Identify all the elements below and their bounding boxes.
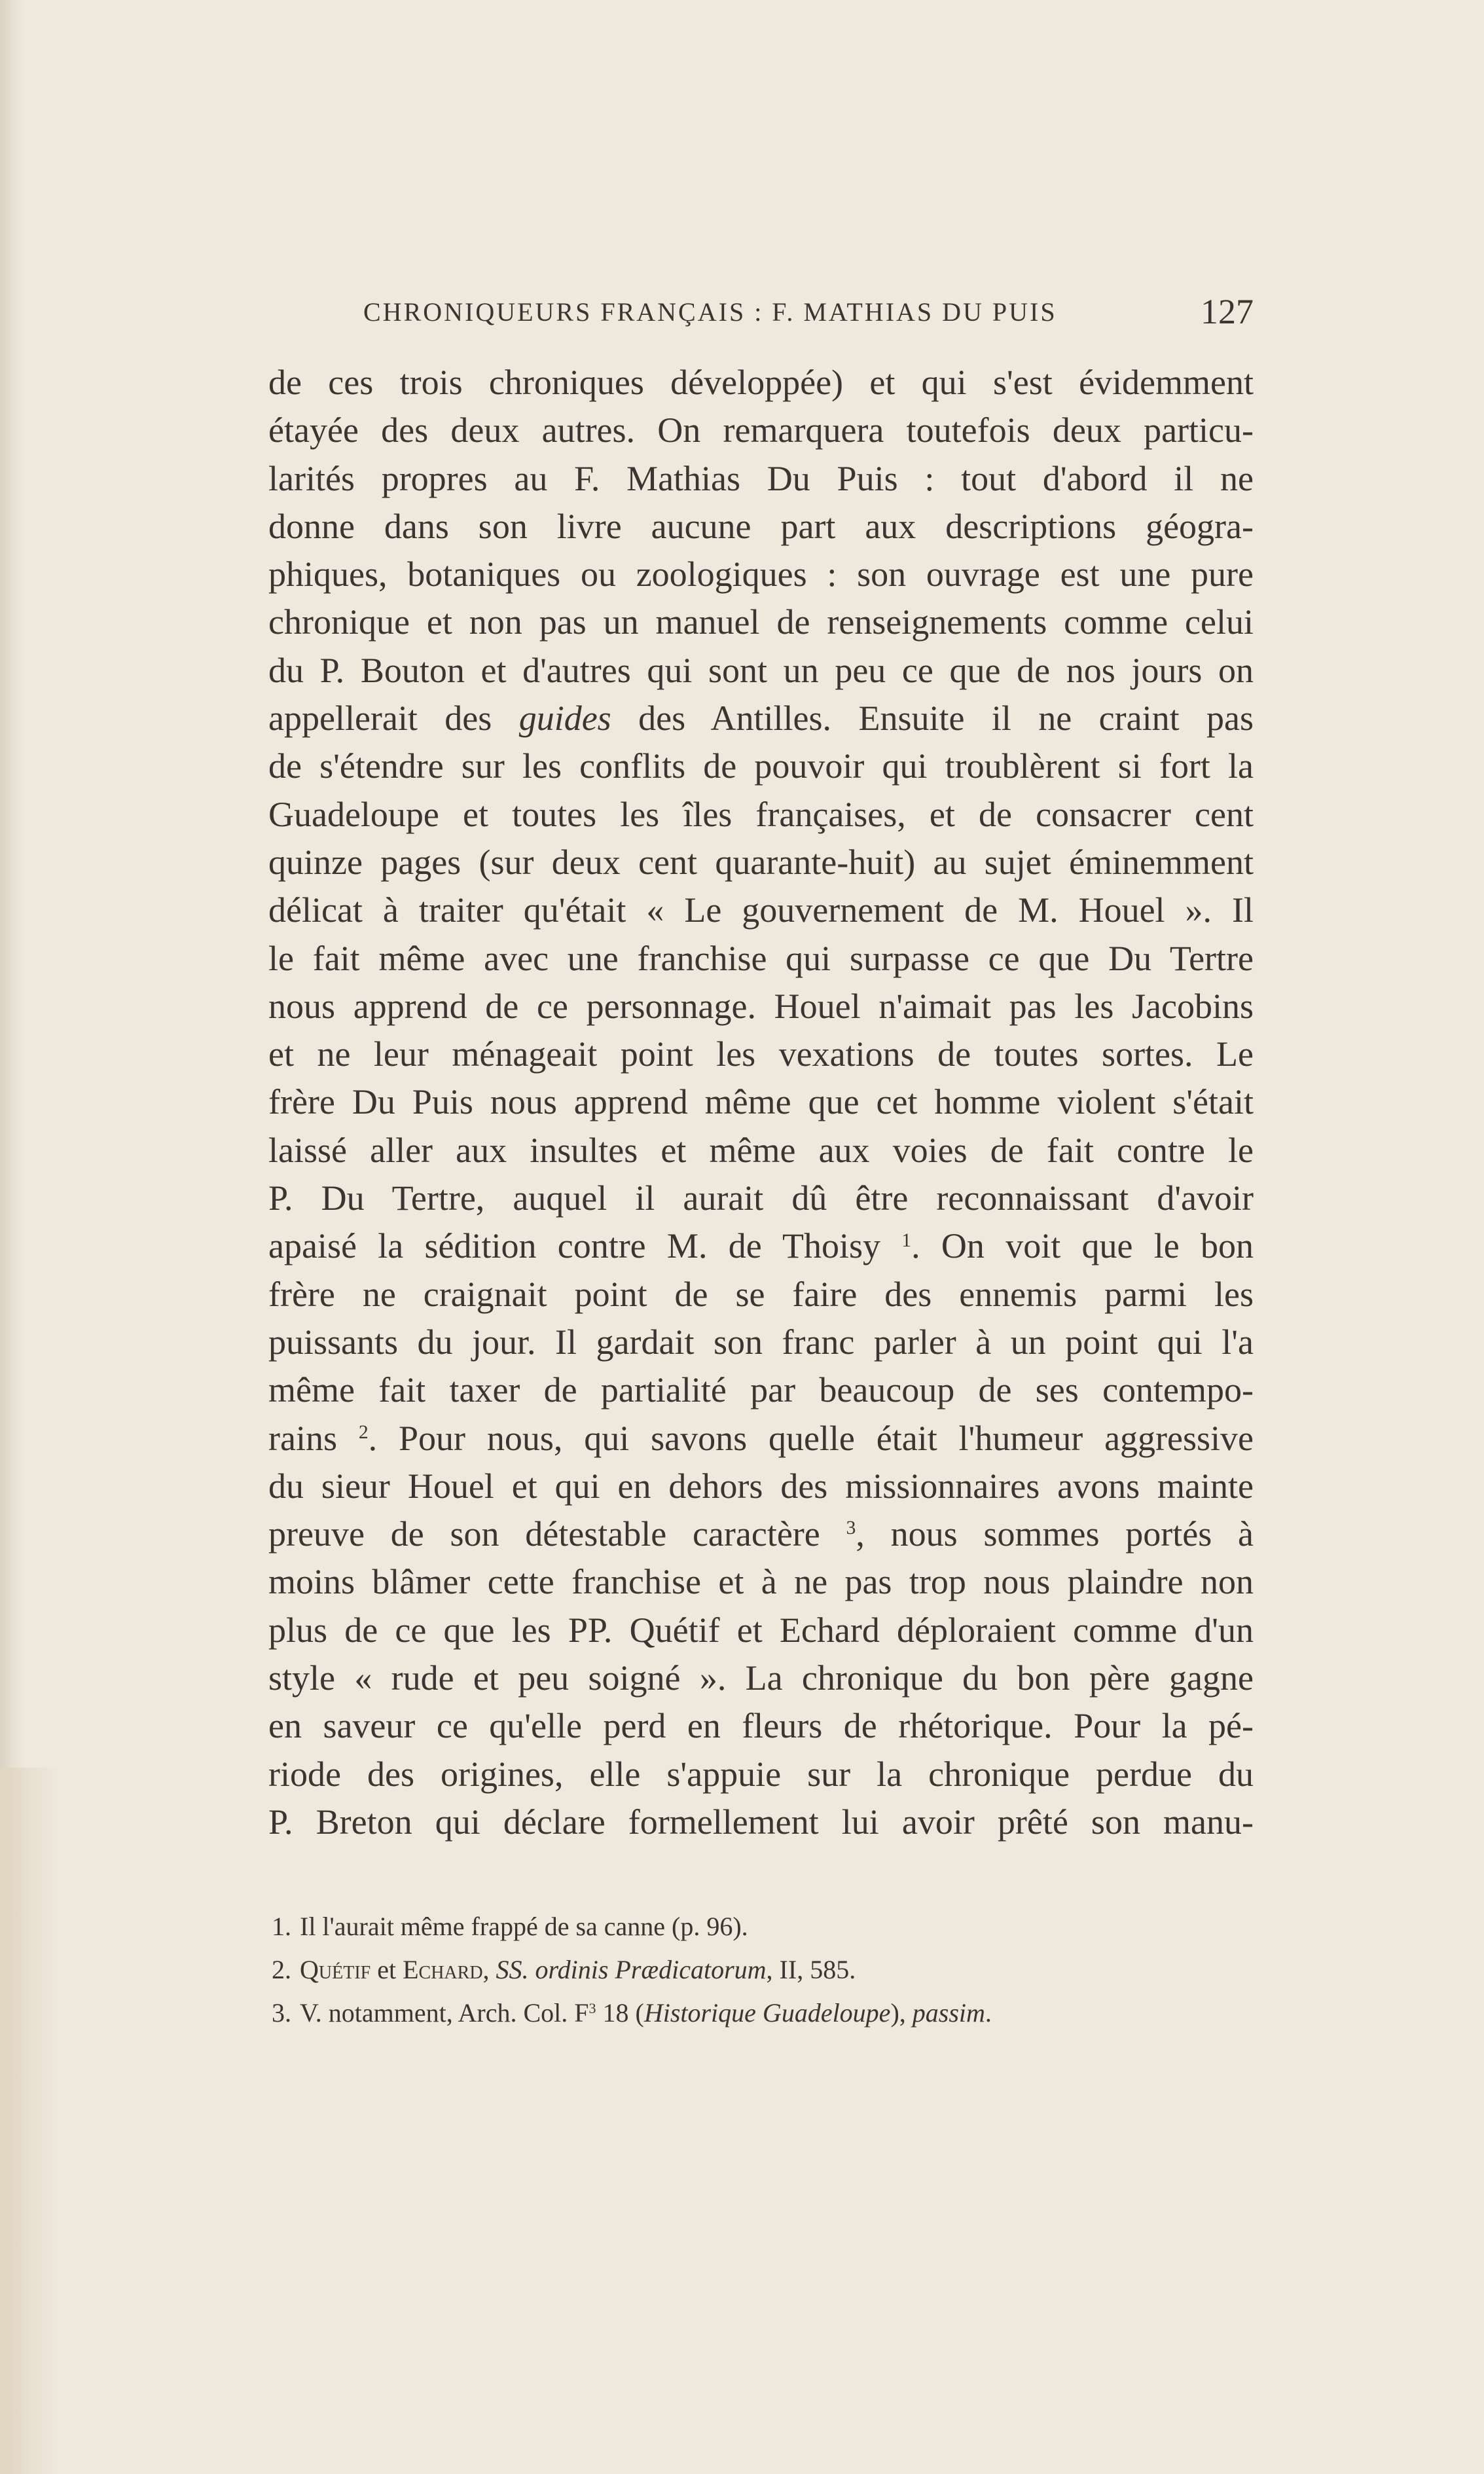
- body-text: [268, 359, 1254, 1846]
- text-line: [268, 1030, 1254, 1078]
- text-line: [268, 1558, 1254, 1606]
- footnote-ref: 3: [846, 1518, 856, 1539]
- text-run: le fait même avec une franchise qui surpasse ce que Du Tertre: [268, 938, 1254, 978]
- text-run: frère Du Puis nous apprend même que cet homme violent s'était: [268, 1082, 1254, 1122]
- text-line: [268, 1078, 1254, 1126]
- text-line: [268, 359, 1254, 407]
- text-line: [268, 1510, 1254, 1558]
- text-line: [268, 983, 1254, 1030]
- text-line: [268, 791, 1254, 839]
- text-run: , nous sommes portés à: [856, 1514, 1254, 1554]
- text-run: 18 (: [596, 1998, 644, 2028]
- italic-text: Historique Guadeloupe: [643, 1998, 891, 2028]
- page-edge-stain: [0, 1768, 59, 2474]
- text-line: [268, 1702, 1254, 1750]
- footnote: [272, 1948, 1254, 1992]
- text-run: puissants du jour. Il gardait son franc parler à un point qui l'a: [268, 1322, 1254, 1362]
- footnote-number: 1.: [272, 1912, 291, 1941]
- text-run: rains: [268, 1418, 359, 1458]
- text-line: [268, 935, 1254, 983]
- text-run: Quétif: [300, 1955, 371, 1984]
- footnote: [272, 1992, 1254, 2035]
- text-line: [268, 455, 1254, 503]
- text-run: .: [985, 1998, 992, 2028]
- text-run: laissé aller aux insultes et même aux voies de fait contre le: [268, 1130, 1254, 1170]
- text-line: [268, 886, 1254, 934]
- page-header: [363, 291, 1254, 331]
- text-line: [268, 1798, 1254, 1846]
- text-run: apaisé la sédition contre M. de Thoisy: [268, 1226, 902, 1266]
- text-line: [268, 839, 1254, 886]
- text-line: [268, 1319, 1254, 1366]
- text-line: [268, 1463, 1254, 1510]
- text-run: même fait taxer de partialité par beaucoup de ses contempo-: [268, 1370, 1254, 1410]
- text-run: style « rude et peu soigné ». La chronique du bon père gagne: [268, 1658, 1254, 1698]
- text-line: [268, 1654, 1254, 1702]
- text-run: . On voit que le bon: [911, 1226, 1254, 1266]
- text-run: preuve de son détestable caractère: [268, 1514, 846, 1554]
- footnote-number: 3.: [272, 1998, 291, 2028]
- text-run: , II, 585.: [766, 1955, 856, 1984]
- text-run: quinze pages (sur deux cent quarante-huit) au sujet éminemment: [268, 842, 1254, 882]
- text-run: ,: [482, 1955, 496, 1984]
- page-number: 127: [1201, 292, 1254, 331]
- text-line: [268, 598, 1254, 646]
- text-run: P. Du Tertre, auquel il aurait dû être reconnaissant d'avoir: [268, 1178, 1254, 1218]
- text-line: [268, 1271, 1254, 1319]
- italic-text: guides: [518, 699, 611, 738]
- text-line: [268, 1222, 1254, 1270]
- text-run: chronique et non pas un manuel de renseignements comme celui: [268, 602, 1254, 642]
- text-run: Guadeloupe et toutes les îles françaises, et de consacrer cent: [268, 794, 1254, 834]
- text-run: appellerait des: [268, 699, 519, 738]
- text-line: [268, 1174, 1254, 1222]
- text-run: frère ne craignait point de se faire des ennemis parmi les: [268, 1274, 1254, 1314]
- text-run: du P. Bouton et d'autres qui sont un peu ce que de nos jours on: [268, 650, 1254, 690]
- text-run: en saveur ce qu'elle perd en fleurs de rhétorique. Pour la pé-: [268, 1706, 1254, 1746]
- text-line: [268, 647, 1254, 695]
- text-line: [268, 1415, 1254, 1463]
- text-run: nous apprend de ce personnage. Houel n'aimait pas les Jacobins: [268, 986, 1254, 1026]
- text-run: riode des origines, elle s'appuie sur la chronique perdue du: [268, 1754, 1254, 1794]
- text-run: P. Breton qui déclare formellement lui avoir prêté son manu-: [268, 1802, 1254, 1842]
- footnote-ref: 3: [588, 1999, 596, 2016]
- text-run: phiques, botaniques ou zoologiques : son ouvrage est une pure: [268, 555, 1254, 594]
- running-title: CHRONIQUEURS FRANÇAIS : F. MATHIAS DU PUIS: [363, 297, 1057, 327]
- text-line: [268, 503, 1254, 551]
- text-run: . Pour nous, qui savons quelle était l'humeur aggressive: [368, 1418, 1254, 1458]
- text-run: de ces trois chroniques développée) et qui s'est évidemment: [268, 363, 1254, 402]
- text-run: ),: [890, 1998, 913, 2028]
- text-run: plus de ce que les PP. Quétif et Echard déploraient comme d'un: [268, 1610, 1254, 1650]
- footnote-ref: 2: [358, 1421, 369, 1443]
- text-line: [268, 1127, 1254, 1174]
- text-run: et: [371, 1955, 403, 1984]
- footnote-ref: 1: [901, 1229, 912, 1251]
- text-line: [268, 1607, 1254, 1654]
- italic-text: SS. ordinis Prædicatorum: [496, 1955, 767, 1984]
- text-run: Echard: [403, 1955, 483, 1984]
- text-line: [268, 1751, 1254, 1798]
- text-line: [268, 1366, 1254, 1414]
- text-line: [268, 742, 1254, 790]
- footnote-number: 2.: [272, 1955, 291, 1984]
- text-run: de s'étendre sur les conflits de pouvoir qui troublèrent si fort la: [268, 746, 1254, 786]
- text-run: du sieur Houel et qui en dehors des missionnaires avons mainte: [268, 1466, 1254, 1506]
- italic-text: passim: [912, 1998, 985, 2028]
- text-run: moins blâmer cette franchise et à ne pas trop nous plaindre non: [268, 1562, 1254, 1602]
- text-run: des Antilles. Ensuite il ne craint pas: [611, 699, 1254, 738]
- text-line: [268, 695, 1254, 742]
- text-run: étayée des deux autres. On remarquera toutefois deux particu-: [268, 410, 1254, 450]
- text-run: donne dans son livre aucune part aux descriptions géogra-: [268, 506, 1254, 546]
- text-line: [268, 407, 1254, 454]
- text-line: [268, 551, 1254, 598]
- text-run: larités propres au F. Mathias Du Puis : tout d'abord il ne: [268, 458, 1254, 498]
- text-run: et ne leur ménageait point les vexations de toutes sortes. Le: [268, 1034, 1254, 1074]
- footnotes: [272, 1905, 1254, 2035]
- text-run: délicat à traiter qu'était « Le gouvernement de M. Houel ». Il: [268, 890, 1254, 930]
- text-run: Il l'aurait même frappé de sa canne (p. 96).: [300, 1912, 748, 1941]
- footnote: [272, 1905, 1254, 1948]
- text-run: V. notamment, Arch. Col. F: [300, 1998, 589, 2028]
